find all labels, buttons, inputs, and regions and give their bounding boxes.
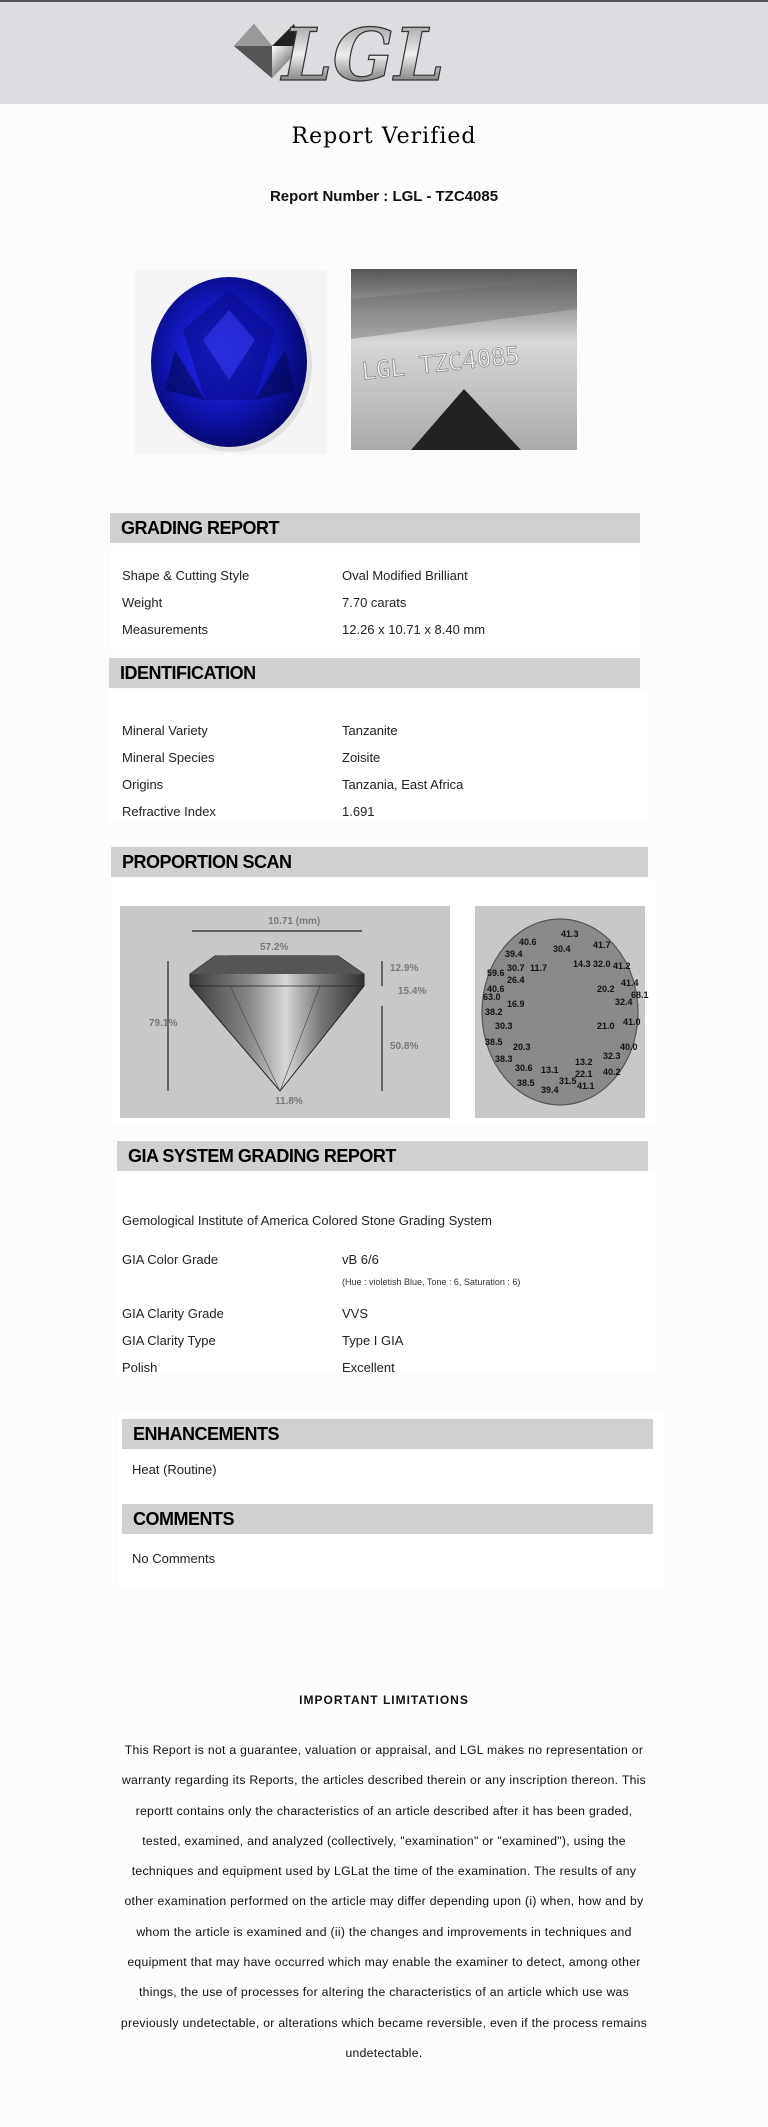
top-view-value: 38.5 <box>517 1078 535 1088</box>
top-view-value: 14.3 <box>573 959 591 969</box>
limitations-text: This Report is not a guarantee, valuation or appraisal, and LGL makes no representation or warranty regarding its Reports, the articles described therein or any inscription thereon. This reportt contains only the characteristics of an article described after it has been graded, tested, examined, and analyzed (collectively, "examination" or "examined"), using the techniques and equipment used by LGLat the time of the examination. The results of any other examination performed on the article may differ depending upon (i) when, how and by whom the article is examined and (ii) the changes and improvements in techniques and equipment that may have occurred which may enable the examiner to detect, among other things, the use of processes for altering the characteristics of an article which use was previously undetectable, or alterations which became reversible, even if the process remains undetectable. <box>120 1743 648 2060</box>
comments-text: No Comments <box>132 1551 216 1566</box>
grading-report-header: GRADING REPORT <box>110 513 640 543</box>
top-view-value: 38.5 <box>485 1037 503 1047</box>
weight-label: Weight <box>122 595 163 610</box>
mineral-species-value: Zoisite <box>342 750 381 765</box>
top-view-value: 38.2 <box>485 1007 503 1017</box>
top-view-value: 41.4 <box>621 978 639 988</box>
top-view-value: 13.2 <box>575 1057 593 1067</box>
pavilion-depth-label: 50.8% <box>390 1041 419 1052</box>
top-view-value: 30.4 <box>553 944 571 954</box>
measurements-label: Measurements <box>122 622 208 637</box>
proportion-scan-header: PROPORTION SCAN <box>111 847 648 877</box>
mineral-species-label: Mineral Species <box>122 750 215 765</box>
top-view-value: 31.5 <box>559 1076 577 1086</box>
svg-text:LGL: LGL <box>282 14 445 94</box>
top-view-value: 39.4 <box>505 949 523 959</box>
top-view-value: 32.3 <box>603 1051 621 1061</box>
proportion-profile-diagram <box>120 906 450 1118</box>
top-view-value: 40.0 <box>620 1042 638 1052</box>
limitations-heading: IMPORTANT LIMITATIONS <box>299 1693 469 1707</box>
gia-clarity-grade-value: VVS <box>342 1306 369 1321</box>
top-view-value: 11.7 <box>530 963 548 973</box>
origins-label: Origins <box>122 777 164 792</box>
gia-color-grade-note: (Hue : violetish Blue, Tone : 6, Saturation : 6) <box>342 1277 521 1287</box>
top-view-value: 38.3 <box>495 1054 513 1064</box>
top-view-value: 30.6 <box>515 1063 533 1073</box>
gia-color-grade-label: GIA Color Grade <box>122 1252 219 1267</box>
measurements-value: 12.26 x 10.71 x 8.40 mm <box>342 622 486 637</box>
mineral-variety-label: Mineral Variety <box>122 723 208 738</box>
table-label: 57.2% <box>260 942 289 953</box>
identification-header: IDENTIFICATION <box>109 658 640 688</box>
mineral-variety-value: Tanzanite <box>342 723 398 738</box>
refractive-index-value: 1.691 <box>342 804 375 819</box>
lgl-logo <box>232 14 492 94</box>
polish-label: Polish <box>122 1360 158 1375</box>
top-view-value: 26.4 <box>507 975 525 985</box>
width-label: 10.71 (mm) <box>268 916 321 927</box>
gia-color-grade-value: vB 6/6 <box>342 1252 379 1267</box>
top-view-value: 41.7 <box>593 940 611 950</box>
top-view-value: 32.4 <box>615 997 633 1007</box>
gia-intro: Gemological Institute of America Colored Stone Grading System <box>122 1213 492 1228</box>
origins-value: Tanzania, East Africa <box>342 777 464 792</box>
top-view-value: 41.1 <box>577 1081 595 1091</box>
top-view-value: 32.0 <box>593 959 611 969</box>
top-view-value: 41.2 <box>613 961 631 971</box>
total-depth-label: 79.1% <box>149 1018 178 1029</box>
weight-value: 7.70 carats <box>342 595 407 610</box>
top-view-value: 16.9 <box>507 999 525 1009</box>
top-view-value: 30.3 <box>495 1021 513 1031</box>
top-view-value: 39.4 <box>541 1085 559 1095</box>
gia-clarity-type-label: GIA Clarity Type <box>122 1333 216 1348</box>
top-view-value: 13.1 <box>541 1065 559 1075</box>
culet-label: 11.8% <box>275 1096 303 1107</box>
top-view-value: 21.0 <box>597 1021 615 1031</box>
top-view-value: 40.6 <box>487 984 505 994</box>
top-view-value: 20.2 <box>597 984 615 994</box>
gia-clarity-grade-label: GIA Clarity Grade <box>122 1306 224 1321</box>
top-view-value: 20.3 <box>513 1042 531 1052</box>
gia-header: GIA SYSTEM GRADING REPORT <box>117 1141 648 1171</box>
crown-height-label: 12.9% <box>390 963 419 974</box>
comments-header: COMMENTS <box>122 1504 653 1534</box>
gia-clarity-type-value: Type I GIA <box>342 1333 404 1348</box>
enhancements-header: ENHANCEMENTS <box>122 1419 653 1449</box>
page-title: Report Verified <box>291 124 477 149</box>
shape-value: Oval Modified Brilliant <box>342 568 468 583</box>
top-view-value: 30.7 <box>507 963 525 973</box>
top-view-value: 59.6 <box>487 968 505 978</box>
polish-value: Excellent <box>342 1360 395 1375</box>
report-number: Report Number : LGL - TZC4085 <box>269 188 499 205</box>
gem-photo <box>135 270 327 454</box>
shape-label: Shape & Cutting Style <box>122 568 250 583</box>
top-view-value: 41.3 <box>561 929 579 939</box>
top-view-value: 22.1 <box>575 1069 593 1079</box>
crown-side-label: 15.4% <box>398 986 427 997</box>
proportion-top-diagram <box>475 906 649 1118</box>
inscription-photo <box>351 269 577 450</box>
svg-text:LGL TZC4085: LGL TZC4085 <box>360 341 522 386</box>
top-view-value: 41.0 <box>623 1017 641 1027</box>
top-view-value: 40.6 <box>519 937 537 947</box>
top-view-value: 63.0 <box>483 992 501 1002</box>
enhancements-text: Heat (Routine) <box>132 1462 217 1477</box>
top-view-value: 68.1 <box>631 990 649 1000</box>
top-view-value: 40.2 <box>603 1067 621 1077</box>
refractive-index-label: Refractive Index <box>122 804 216 819</box>
